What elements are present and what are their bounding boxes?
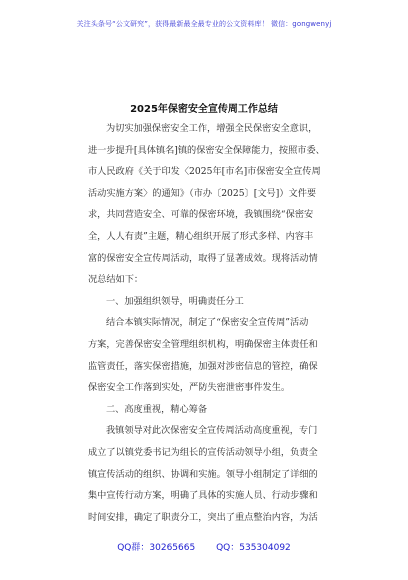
paragraph-line: 活动实施方案〉的通知》（市办〔2025〕[文号]）文件要 <box>88 187 317 199</box>
header-banner: 关注头条号“公文研究”，获得最新最全最专业的公文资料库！ 微信：gongwenyj <box>76 20 332 28</box>
footer-qq-number: QQ：535304092 <box>216 543 291 553</box>
section-heading: 一、加强组织领导，明确责任分工 <box>106 295 244 307</box>
document-body <box>88 118 338 528</box>
paragraph-line: 为切实加强保密安全工作，增强全民保密安全意识， <box>106 123 318 134</box>
paragraph-line: 保密安全工作落到实处，严防失密泄密事件发生。 <box>88 382 291 394</box>
section-heading: 二、高度重视，精心筹备 <box>106 403 208 415</box>
paragraph-line: 我镇领导对此次保密安全宣传周活动高度重视，专门 <box>106 425 318 437</box>
paragraph-line: 集中宣传行动方案，明确了具体的实施人员、行动步骤和 <box>88 490 318 502</box>
paragraph-line: 成立了以镇党委书记为组长的宣传活动领导小组，负责全 <box>88 446 318 458</box>
paragraph-line: 市人民政府《关于印发〈2025年[市名]市保密安全宣传周 <box>88 166 321 178</box>
paragraph-line: 时间安排，确定了职责分工，突出了重点整治内容，为活 <box>88 511 318 523</box>
paragraph-line: 况总结如下： <box>88 274 144 286</box>
paragraph-line: 富的保密安全宣传周活动，取得了显著成效。现将活动情 <box>88 252 318 264</box>
paragraph-line: 镇宣传活动的组织、协调和实施。领导小组制定了详细的 <box>88 468 318 480</box>
paragraph-line: 结合本镇实际情况，制定了“保密安全宣传周”活动 <box>106 317 309 329</box>
paragraph-line: 监管责任，落实保密措施，加强对涉密信息的管控，确保 <box>88 360 318 372</box>
document-title: 2025年保密安全宣传周工作总结 <box>130 104 278 115</box>
paragraph-line: 全，人人有责”主题，精心组织开展了形式多样、内容丰 <box>88 230 314 242</box>
footer-qq-group: QQ群：30265665 <box>117 543 196 553</box>
paragraph-line: 求，共同营造安全、可靠的保密环境，我镇围绕“保密安 <box>88 209 314 221</box>
paragraph-line: 进一步提升[具体镇名]镇的保密安全保障能力，按照市委、 <box>88 144 325 156</box>
paragraph-line: 方案，完善保密安全管理组织机构，明确保密主体责任和 <box>88 338 318 350</box>
footer-contacts <box>0 540 408 553</box>
